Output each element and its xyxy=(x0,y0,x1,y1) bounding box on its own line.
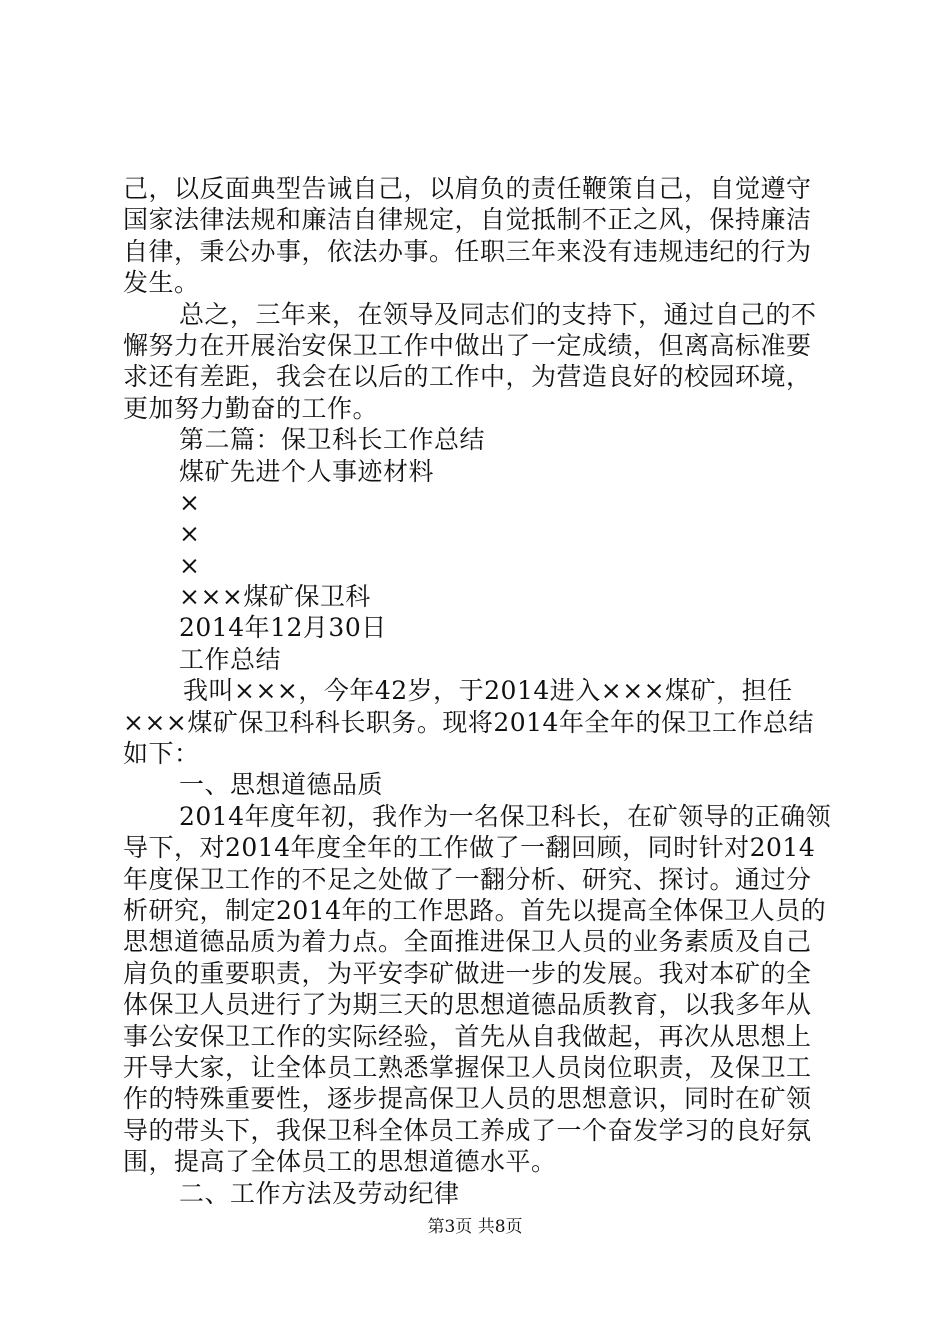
date-line: 2014年12月30日 xyxy=(179,613,387,643)
text-line: ×××煤矿保卫科科长职务。现将2014年全年的保卫工作总结 xyxy=(123,707,814,737)
document-body xyxy=(123,173,843,1209)
placeholder-mark: × xyxy=(179,519,201,549)
text-line: 更加努力勤奋的工作。 xyxy=(123,393,379,423)
text-line: 自律，秉公办事，依法办事。任职三年来没有违规违纪的行为 xyxy=(123,236,812,266)
text-line: 事公安保卫工作的实际经验，首先从自我做起，再次从思想上 xyxy=(123,1021,812,1051)
text-line: 国家法律法规和廉洁自律规定，自觉抵制不正之风，保持廉洁 xyxy=(123,205,812,235)
text-line: 导下，对2014年度全年的工作做了一翻回顾，同时针对2014 xyxy=(123,833,816,863)
section-heading: 二、工作方法及劳动纪律 xyxy=(179,1178,460,1208)
text-line: 发生。 xyxy=(123,268,200,298)
text-line: 析研究，制定2014年的工作思路。首先以提高全体保卫人员的 xyxy=(123,895,827,925)
text-line: 年度保卫工作的不足之处做了一翻分析、研究、探讨。通过分 xyxy=(123,864,812,894)
text-line: 己，以反面典型告诫自己，以肩负的责任鞭策自己，自觉遵守 xyxy=(123,174,812,203)
text-line: 求还有差距，我会在以后的工作中，为营造良好的校园环境， xyxy=(123,362,812,392)
paragraph-start-line: 2014年度年初，我作为一名保卫科长，在矿领导的正确领 xyxy=(179,801,832,831)
text-line: 肩负的重要职责，为平安李矿做进一步的发展。我对本矿的全 xyxy=(123,958,812,988)
section-heading: 一、思想道德品质 xyxy=(179,770,384,800)
page-number-footer: 第3页 共8页 xyxy=(427,1217,523,1237)
organization-line: ×××煤矿保卫科 xyxy=(179,582,371,612)
text-line: 思想道德品质为着力点。全面推进保卫人员的业务素质及自己 xyxy=(123,927,812,957)
text-line: 体保卫人员进行了为期三天的思想道德品质教育，以我多年从 xyxy=(123,990,812,1020)
placeholder-mark: × xyxy=(179,550,201,580)
text-line: 懈努力在开展治安保卫工作中做出了一定成绩，但离高标准要 xyxy=(123,330,812,360)
subheading: 工作总结 xyxy=(179,644,282,674)
text-line: 开导大家，让全体员工熟悉掌握保卫人员岗位职责，及保卫工 xyxy=(123,1052,812,1082)
placeholder-mark: × xyxy=(179,487,201,517)
paragraph-start-line: 我叫×××，今年42岁，于2014进入×××煤矿，担任 xyxy=(183,676,793,706)
text-line: 围，提高了全体员工的思想道德水平。 xyxy=(123,1147,557,1177)
text-line: 如下： xyxy=(123,739,200,769)
paragraph-start-line: 总之，三年来，在领导及同志们的支持下，通过自己的不 xyxy=(179,299,817,329)
text-line: 作的特殊重要性，逐步提高保卫人员的思想意识，同时在矿领 xyxy=(123,1084,812,1114)
text-line: 导的带头下，我保卫科全体员工养成了一个奋发学习的良好氛 xyxy=(123,1115,812,1145)
document-title: 煤矿先进个人事迹材料 xyxy=(179,456,435,486)
section-heading: 第二篇：保卫科长工作总结 xyxy=(179,425,486,455)
